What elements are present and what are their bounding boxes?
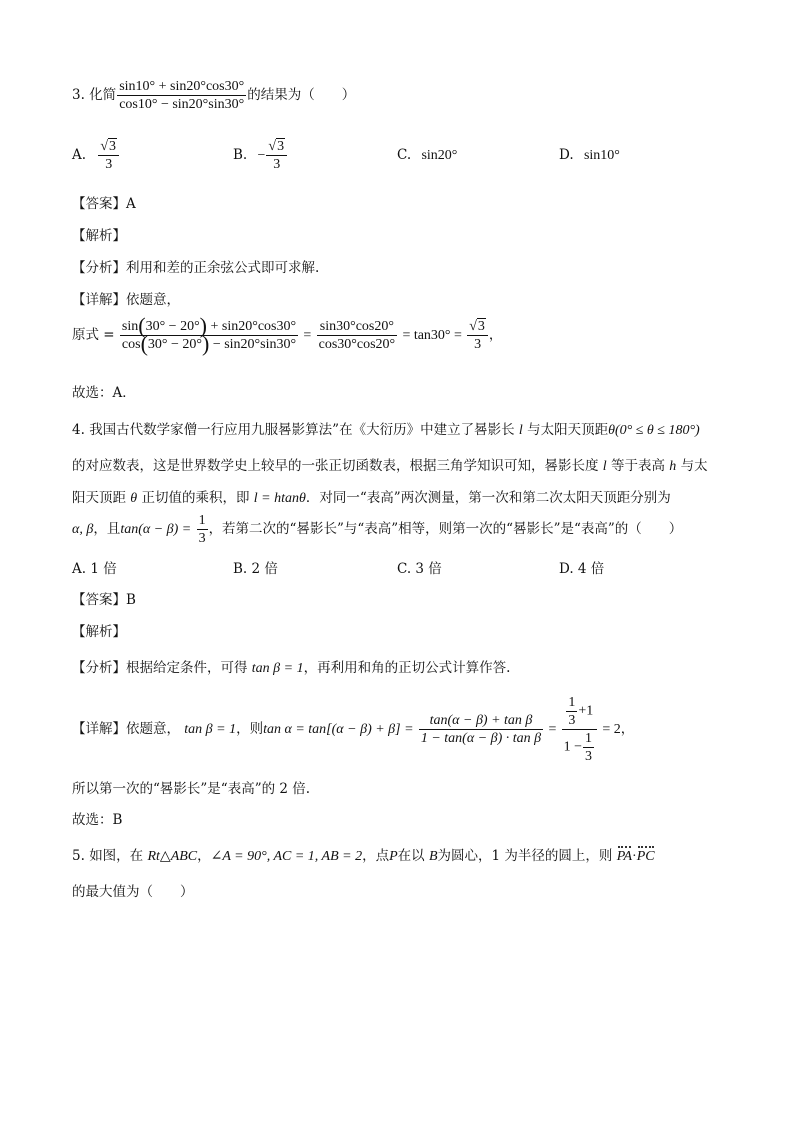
q3-fenxi	[72, 256, 319, 276]
q3-option-a-value: $\frac{√3}{3}$	[98, 138, 119, 173]
vector-pc: PC	[636, 849, 655, 864]
q3-frac-den: cos10° − sin20°sin30°	[119, 97, 245, 112]
q3-conclusion-text: 故选：A．	[72, 385, 136, 401]
q4-answer-value: B	[126, 592, 136, 608]
analysis-tag: 【解析】	[72, 228, 126, 244]
q3-option-d-label: D.	[559, 147, 574, 163]
answer-tag: 【答案】	[72, 196, 126, 212]
q3-answer-value: A	[126, 196, 136, 212]
q3-fenxi-text: 利用和差的正余弦公式即可求解.	[126, 260, 320, 276]
q4-answer	[72, 588, 136, 608]
q3-option-b: B. − $\frac{√3}{3}$	[233, 138, 288, 173]
q4-theta-range: θ(0° ≤ θ ≤ 180°)	[608, 423, 700, 438]
q3-option-d	[559, 147, 620, 164]
q3-option-b-value: $\frac{√3}{3}$	[266, 138, 287, 173]
q3-solution-frac2: $\frac{\sin 30^\circ\cos 20^\circ}{\cos 30^\circ\cos 20^\circ}$	[318, 319, 396, 352]
q4-conclusion: 故选：B	[72, 812, 123, 828]
detail-tag: 【详解】	[72, 292, 126, 308]
q3-option-c-label: C.	[397, 147, 412, 163]
q3-detail	[72, 288, 180, 308]
q4-formula: l = htanθ	[253, 491, 306, 506]
q3-yuanshi: 原式 =	[72, 327, 115, 343]
q4-result: 所以第一次的“晷影长”是“表高”的 2 倍.	[72, 781, 311, 797]
q3-detail-text: 依题意，	[126, 292, 180, 308]
detail-tag: 【详解】	[72, 721, 126, 737]
q3-option-c	[397, 147, 457, 164]
analysis-tag: 【解析】	[72, 624, 126, 640]
q4-line-1: 4. 我国古代数学家僧一行应用九服晷影算法”在《大衍历》中建立了晷影长 l 与太阳天顶距θ(0° ≤ θ ≤ 180°)	[72, 422, 700, 438]
q5-line-1: 5. 如图，在 Rt△ABC，∠A = 90°, AC = 1, AB = 2，点P在以 B为圆心，1 为半径的圆上，则 PA·PC	[72, 848, 655, 864]
q4-option-a: A. 1 倍	[72, 561, 117, 577]
q3-conclusion	[72, 381, 136, 401]
answer-tag: 【答案】	[72, 592, 126, 608]
q4-option-b: B. 2 倍	[233, 561, 278, 577]
q4-detail: 【详解】依题意， tan β = 1，则tan α = tan[(α − β) + β] = $\frac{\text{tan(α − β) + tan β}}{\text{1 − tan(α − β) · tan β}}$ = $\frac{1}{3}$ +1 1 − $\frac{1}{3}$ = 2，	[72, 695, 635, 764]
q3-intro: 化简	[89, 87, 117, 103]
q3-fraction	[117, 78, 246, 113]
q3-frac-num: sin10° + sin20°cos30°	[119, 79, 245, 94]
q3-answer	[72, 192, 136, 212]
q4-line-2: 的对应数表，这是世界数学史上较早的一张正切函数表，根据三角学知识可知，晷影长度 l 等于表高 h 与太	[72, 458, 708, 474]
q4-line-3: 阳天顶距 θ 正切值的乘积，即 l = htanθ．对同一“表高”两次测量，第一次和第二次太阳天顶距分别为	[72, 490, 671, 506]
q3-number: 3.	[72, 87, 85, 103]
q3-analysis	[72, 224, 126, 244]
sqrt-icon: √3	[268, 139, 285, 154]
q3-option-a-label: A.	[72, 147, 87, 163]
q3-stem	[72, 78, 355, 113]
q3-solution-frac3: $\frac{√3}{3}$	[467, 318, 488, 353]
q4-option-c: C. 3 倍	[397, 561, 442, 577]
fenxi-tag: 【分析】	[72, 260, 126, 276]
q4-line-4: α, β，且tan(α − β) = $\frac{1}{3}$ ，若第二次的“晷影长”与“表高”相等，则第一次的“晷影长”是“表高”的（ ）	[72, 513, 683, 546]
q4-one-third: $\frac{1}{3}$	[198, 513, 206, 546]
q4-fenxi: 【分析】根据给定条件，可得 tan β = 1，再利用和角的正切公式计算作答.	[72, 660, 511, 676]
q3-option-c-value: sin20°	[421, 148, 458, 163]
fenxi-tag: 【分析】	[72, 660, 126, 676]
sqrt-icon: √3	[469, 319, 485, 334]
q3-solution-formula: 原式 = $\frac{\sin(30^\circ - 20^\circ) + \sin 20^\circ\cos 30^\circ}{\cos(30^\circ - 20^\circ) - \sin 20^\circ\sin 30^\circ}$ = $\frac{\sin 30^\circ\cos 20^\circ}{\cos 30^\circ\cos 20^\circ}$ = tan30° = $\frac{√3}{3}$ ，	[72, 313, 503, 356]
q5-number: 5.	[72, 848, 85, 864]
q4-number: 4.	[72, 422, 85, 438]
q3-option-a	[72, 138, 120, 173]
q5-line-2: 的最大值为（ ）	[72, 884, 194, 900]
q4-analysis	[72, 620, 126, 640]
sqrt-icon: √3	[100, 139, 117, 154]
vector-pa: PA	[616, 849, 633, 864]
q4-detail-frac: $\frac{\text{tan(α − β) + tan β}}{\text{1 − tan(α − β) · tan β}}$	[420, 713, 542, 746]
q3-option-b-label: B.	[233, 147, 248, 163]
q4-nested-frac: $\frac{1}{3}$ +1 1 − $\frac{1}{3}$	[562, 694, 597, 765]
q3-option-d-value: sin10°	[583, 148, 620, 163]
q4-option-d: D. 4 倍	[559, 561, 605, 577]
q3-solution-frac1: $\frac{\sin(30^\circ - 20^\circ) + \sin 20^\circ\cos 30^\circ}{\cos(30^\circ - 20^\circ) - \sin 20^\circ\sin 30^\circ}$	[121, 313, 297, 356]
q3-tail: 的结果为（ ）	[247, 87, 356, 103]
